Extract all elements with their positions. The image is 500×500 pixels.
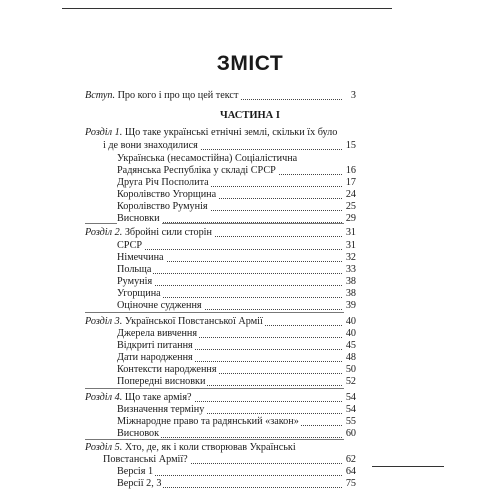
entry-label: Розділ 2. [85,227,123,238]
page-number: 64 [345,466,356,477]
entry-title: Угорщина [117,288,161,299]
entry-label: Розділ 4. [85,392,123,403]
toc-chapter-1-title[interactable] [85,126,356,140]
page-number: 25 [345,201,356,212]
entry-title: Що таке українські етнічні землі, скільки їх було [124,127,338,138]
entry-title: Висновки [117,213,160,224]
part-heading: ЧАСТИНА І [220,110,280,121]
page-number: 40 [345,316,356,327]
entry-title: Дати народження [117,352,193,363]
entry-title: Польща [117,264,152,275]
dot-leader [117,249,342,250]
entry-title: Німеччина [117,252,164,263]
page-number: 31 [345,227,356,238]
toc-chapter-2-title[interactable] [85,226,356,240]
page-number: 15 [345,140,356,151]
toc-subentry[interactable] [117,299,356,313]
page-number: 48 [345,352,356,363]
entry-title: Джерела вивчення [117,328,198,339]
entry-label: Вступ. [85,90,116,101]
page-number: 52 [345,376,356,387]
page-number: 31 [345,240,356,251]
footer-rule [372,466,444,467]
page-number: 60 [345,428,356,439]
entry-title: Друга Річ Посполита [117,177,209,188]
entry-title: і де вони знаходилися [103,140,198,151]
page-number: 38 [345,288,356,299]
section-divider [85,388,356,389]
entry-title: Висновок [117,428,160,439]
entry-title: Королівство Угорщина [117,189,217,200]
entry-title: Версії 2, 3 [117,478,162,489]
entry-label: Розділ 5. [85,442,123,453]
entry-title: СРСР [117,240,143,251]
page-number: 24 [345,189,356,200]
page-number: 33 [345,264,356,275]
entry-title: Збройні сили сторін [124,227,212,238]
entry-title: Відкриті питання [117,340,193,351]
entry-title: Міжнародне право та радянський «закон» [117,416,299,427]
section-divider [85,439,356,440]
page-number: 75 [345,478,356,489]
page-number: 38 [345,276,356,287]
entry-title: Румунія [117,276,153,287]
toc-subentry[interactable] [117,477,356,491]
toc-entry-intro[interactable] [85,89,356,103]
page-number: 50 [345,364,356,375]
page-number: 40 [345,328,356,339]
entry-title: Про кого і про що цей текст [117,90,239,101]
entry-title: Хто, де, як і коли створював Українські [124,442,296,453]
page-number: 45 [345,340,356,351]
page-number: 3 [350,90,356,101]
header-rule [62,8,392,9]
entry-title: Королівство Румунія [117,201,208,212]
entry-title: Контексти народження [117,364,217,375]
page-number: 54 [345,392,356,403]
entry-title: Радянська Республіка у складі СРСР [117,165,276,176]
entry-label: Розділ 1. [85,127,123,138]
page-number: 62 [345,454,356,465]
entry-title: Що таке армія? [124,392,192,403]
entry-title: Оціночне судження [117,300,202,311]
page-number: 39 [345,300,356,311]
page-number: 32 [345,252,356,263]
entry-title: Української Повстанської Армії [124,316,263,327]
page-number: 55 [345,416,356,427]
entry-title: Повстанські Армії? [103,454,188,465]
entry-title: Українська (несамостійна) Соціалістична [117,153,298,164]
section-divider [85,312,356,313]
entry-title: Визначення терміну [117,404,205,415]
page-number: 29 [345,213,356,224]
entry-label: Розділ 3. [85,316,123,327]
toc-subentry[interactable] [117,375,356,389]
entry-title: Версія 1 [117,466,154,477]
entry-title: Попередні висновки [117,376,206,387]
page-number: 54 [345,404,356,415]
page-title: ЗМІСТ [216,52,284,75]
page-number: 17 [345,177,356,188]
toc-chapter-1-title-cont[interactable] [103,139,356,153]
page-number: 16 [345,165,356,176]
